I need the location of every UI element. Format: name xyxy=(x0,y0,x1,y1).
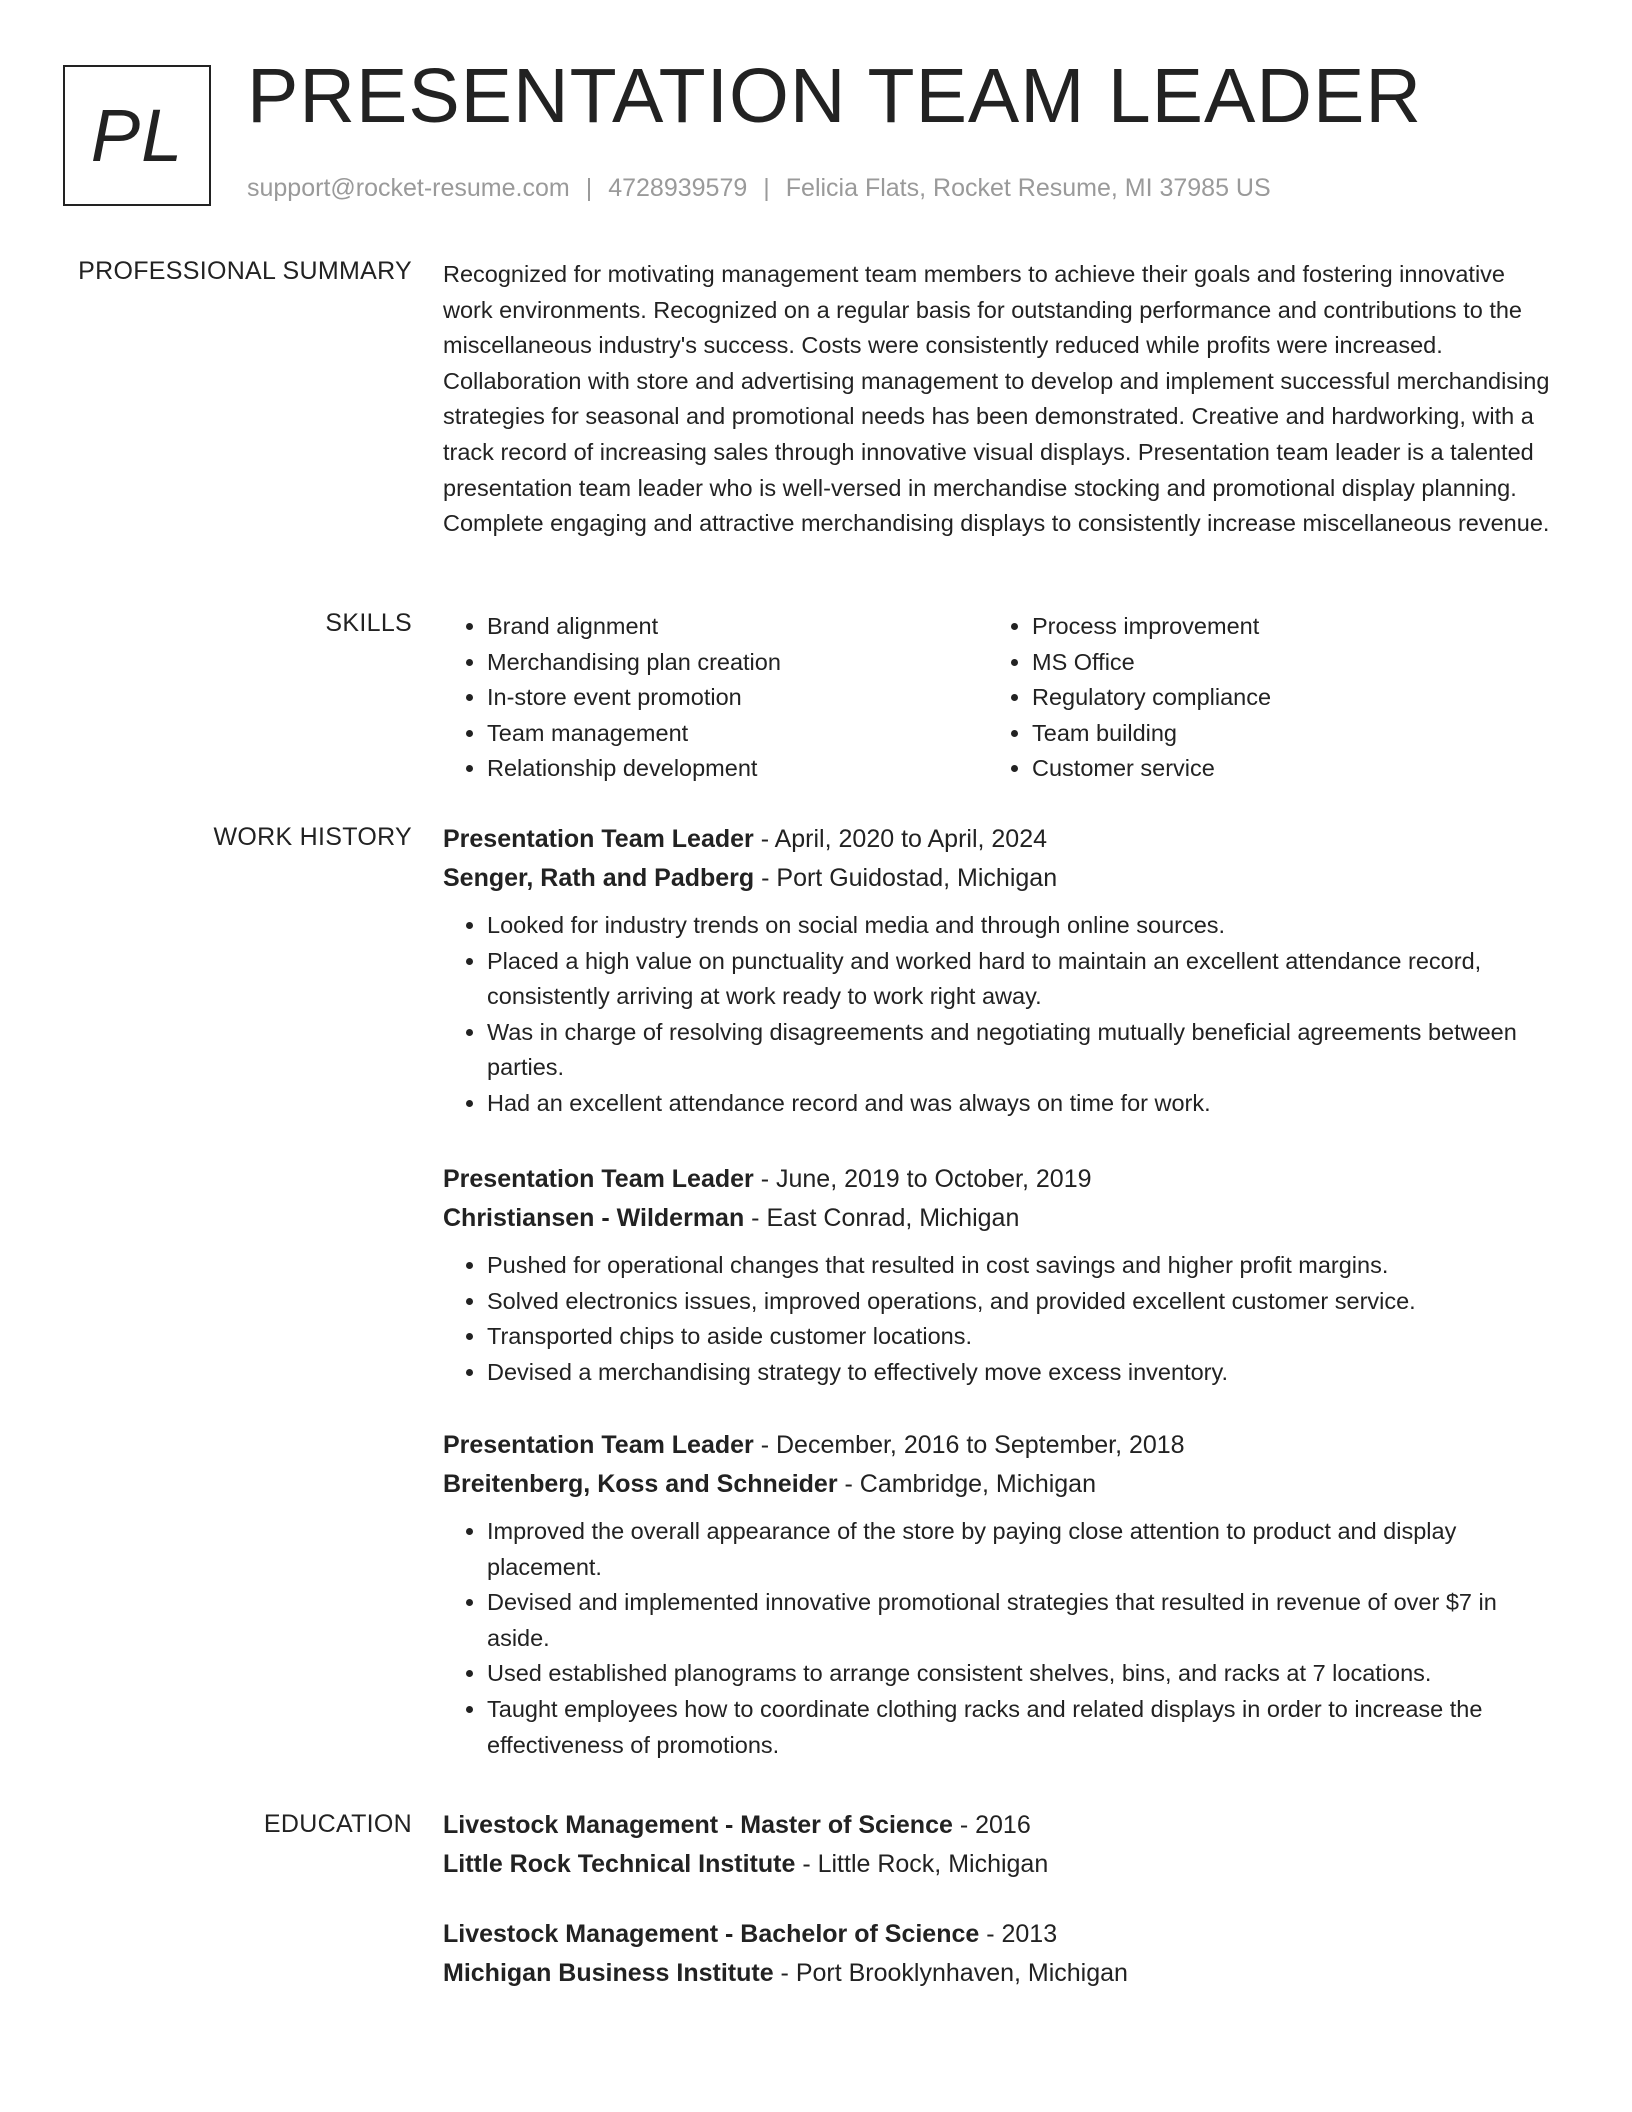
job-company-line xyxy=(443,859,1558,898)
job-bullets xyxy=(443,908,1558,1122)
job-bullet: • Taught employees how to coordinate clothing racks and related displays in order to increase the effectiveness of promotions. xyxy=(487,1692,1558,1763)
job-company-line xyxy=(443,1465,1558,1504)
job-title-line xyxy=(443,820,1558,859)
job-bullet: • Was in charge of resolving disagreements and negotiating mutually beneficial agreements between parties. xyxy=(487,1015,1558,1086)
job-bullet: • Pushed for operational changes that resulted in cost savings and higher profit margins. xyxy=(487,1248,1558,1284)
candidate-name: PRESENTATION TEAM LEADER xyxy=(247,53,1422,139)
education-year: - 2016 xyxy=(952,1811,1031,1839)
job-title: Presentation Team Leader xyxy=(443,1431,754,1459)
skill-item: • Relationship development xyxy=(487,751,988,787)
summary-text: Recognized for motivating management team members to achieve their goals and fostering innovative work environments. Recognized on a regular basis for outstanding performance and contributions to the miscellaneous industry's success. Costs were consistently reduced while profits were increased. Collaboration with store and advertising management to develop and implement successful merchandising strategies for seasonal and promotional needs has been demonstrated. Creative and hardworking, with a track record of increasing sales through innovative visual displays. Presentation team leader is a talented presentation team leader who is well-versed in merchandise stocking and promotional display planning. Complete engaging and attractive merchandising displays to consistently increase miscellaneous revenue. xyxy=(443,261,1550,537)
skill-item: • Team management xyxy=(487,716,988,752)
job-title-line xyxy=(443,1160,1558,1199)
job-entry xyxy=(443,820,1558,1122)
job-company: Christiansen - Wilderman xyxy=(443,1204,745,1232)
education-school: Little Rock Technical Institute xyxy=(443,1850,796,1878)
education-degree-line xyxy=(443,1915,1558,1954)
job-bullet: • Had an excellent attendance record and was always on time for work. xyxy=(487,1086,1558,1122)
contact-address: Felicia Flats, Rocket Resume, MI 37985 US xyxy=(785,174,1271,202)
education-degree-line xyxy=(443,1806,1558,1845)
job-bullet: • Improved the overall appearance of the store by paying close attention to product and display placement. xyxy=(487,1514,1558,1585)
job-bullet: • Placed a high value on punctuality and worked hard to maintain an excellent attendance record, consistently arriving at work ready to work right away. xyxy=(487,944,1558,1015)
job-company: Breitenberg, Koss and Schneider xyxy=(443,1470,838,1498)
job-dates: - April, 2020 to April, 2024 xyxy=(753,825,1048,853)
education-school-line xyxy=(443,1954,1558,1993)
job-entry xyxy=(443,1426,1558,1763)
skill-item: • Regulatory compliance xyxy=(1032,680,1533,716)
job-dates: - June, 2019 to October, 2019 xyxy=(753,1165,1092,1193)
education-degree: Livestock Management - Master of Science xyxy=(443,1811,953,1839)
education-school-line xyxy=(443,1845,1558,1884)
contact-separator: | xyxy=(763,174,770,202)
job-bullets xyxy=(443,1248,1558,1390)
skills-column-left xyxy=(443,609,988,787)
job-dates: - December, 2016 to September, 2018 xyxy=(753,1431,1185,1459)
skill-item: • Customer service xyxy=(1032,751,1533,787)
skill-item: • MS Office xyxy=(1032,645,1533,681)
contact-separator: | xyxy=(585,174,593,202)
job-bullet: • Devised and implemented innovative promotional strategies that resulted in revenue of over $7 in aside. xyxy=(487,1585,1558,1656)
skills-list xyxy=(443,609,1558,787)
job-bullet: • Used established planograms to arrange consistent shelves, bins, and racks at 7 locations. xyxy=(487,1656,1558,1692)
education-school: Michigan Business Institute xyxy=(443,1959,774,1987)
skill-item: • Merchandising plan creation xyxy=(487,645,988,681)
job-location: - East Conrad, Michigan xyxy=(744,1204,1020,1232)
contact-email[interactable]: support@rocket-resume.com xyxy=(247,174,570,202)
skills-column-right xyxy=(988,609,1533,787)
monogram-logo: PL xyxy=(63,65,211,206)
education-entry xyxy=(443,1806,1558,1884)
job-location: - Port Guidostad, Michigan xyxy=(754,864,1058,892)
job-title: Presentation Team Leader xyxy=(443,1165,754,1193)
job-entry xyxy=(443,1160,1558,1390)
section-label-work-history: WORK HISTORY xyxy=(213,823,412,851)
contact-phone[interactable]: 4728939579 xyxy=(608,174,748,202)
job-location: - Cambridge, Michigan xyxy=(837,1470,1096,1498)
section-label-education: EDUCATION xyxy=(263,1810,412,1838)
skill-item: • In-store event promotion xyxy=(487,680,988,716)
skill-item: • Brand alignment xyxy=(487,609,988,645)
job-bullet: • Solved electronics issues, improved operations, and provided excellent customer service. xyxy=(487,1284,1558,1320)
education-location: - Port Brooklynhaven, Michigan xyxy=(773,1959,1128,1987)
job-company-line xyxy=(443,1199,1558,1238)
section-label-skills: SKILLS xyxy=(325,609,412,637)
skill-item: • Process improvement xyxy=(1032,609,1533,645)
education-entry xyxy=(443,1915,1558,1993)
job-title-line xyxy=(443,1426,1558,1465)
job-bullets xyxy=(443,1514,1558,1763)
job-bullet: • Transported chips to aside customer locations. xyxy=(487,1319,1558,1355)
section-label-summary: PROFESSIONAL SUMMARY xyxy=(78,257,412,285)
education-degree: Livestock Management - Bachelor of Science xyxy=(443,1920,980,1948)
job-bullet: • Looked for industry trends on social media and through online sources. xyxy=(487,908,1558,944)
job-company: Senger, Rath and Padberg xyxy=(443,864,755,892)
contact-line xyxy=(247,174,1271,203)
education-location: - Little Rock, Michigan xyxy=(795,1850,1049,1878)
job-bullet: • Devised a merchandising strategy to effectively move excess inventory. xyxy=(487,1355,1558,1391)
education-year: - 2013 xyxy=(979,1920,1058,1948)
job-title: Presentation Team Leader xyxy=(443,825,754,853)
skill-item: • Team building xyxy=(1032,716,1533,752)
